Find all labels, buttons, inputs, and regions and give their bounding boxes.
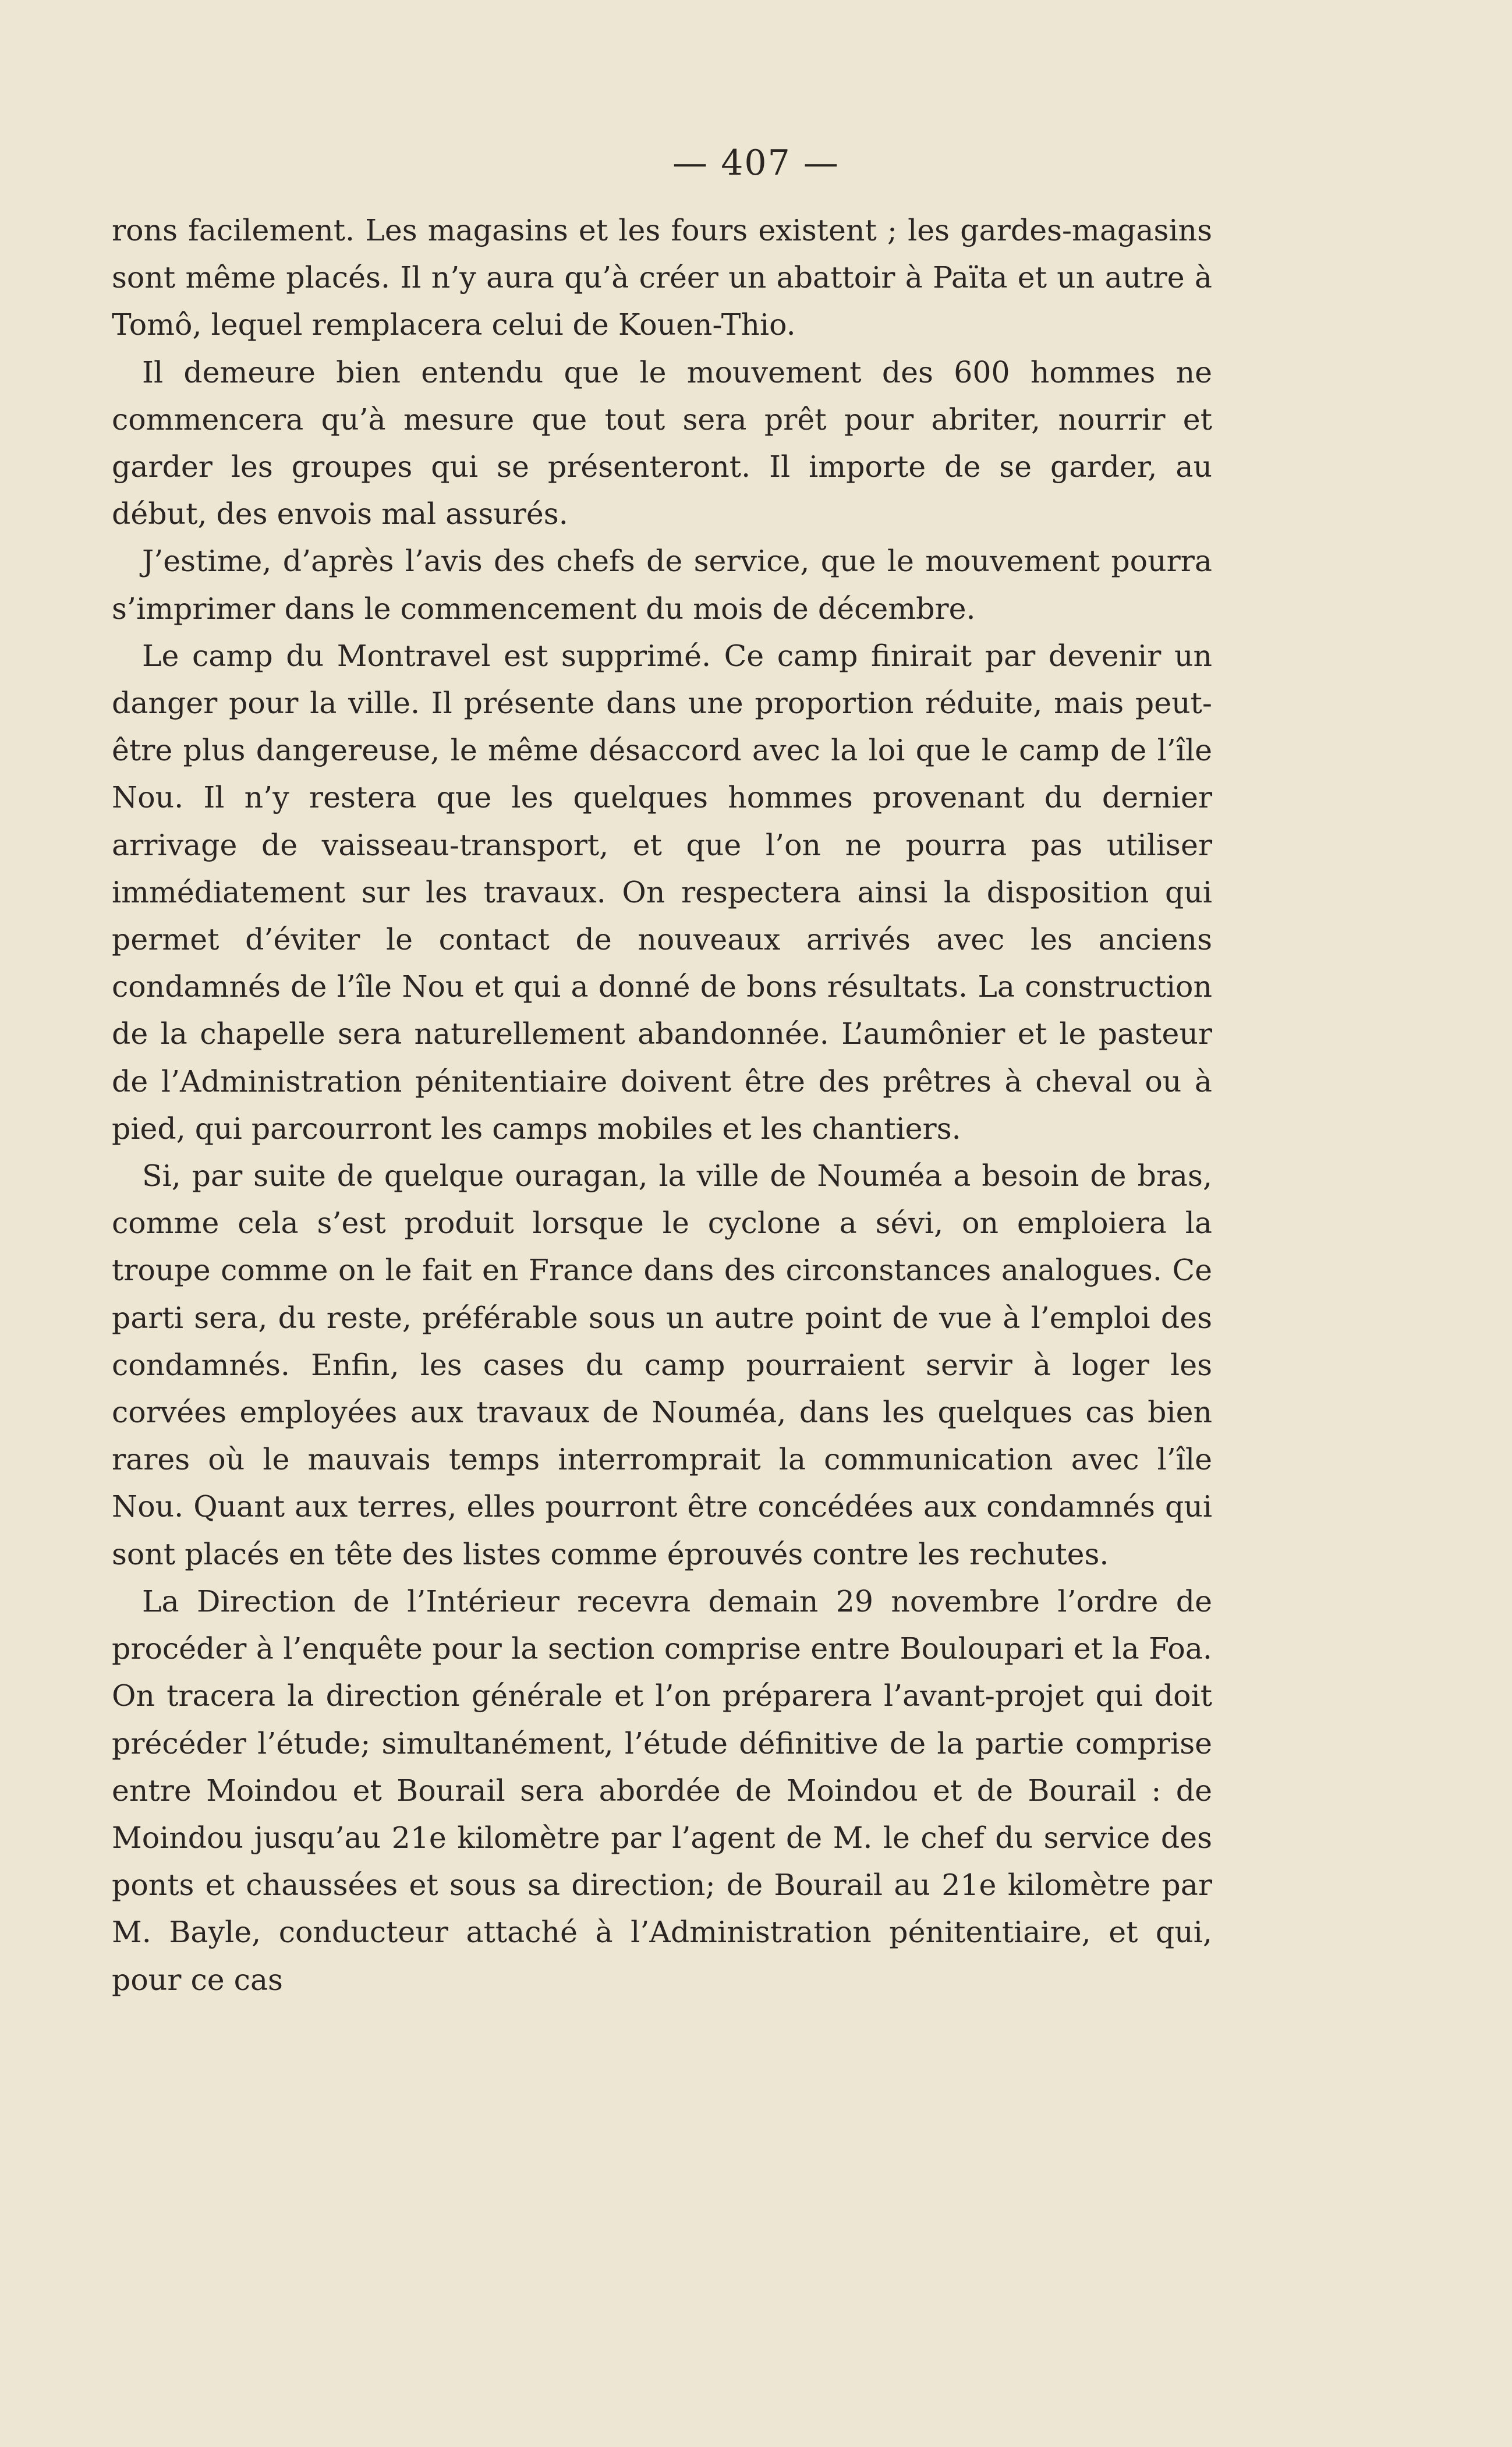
- paragraph-5: Si, par suite de quelque ouragan, la ville de Nouméa a besoin de bras, comme cela s’est produit lorsque le cyclone a sévi, on emploiera la troupe comme on le fait en France dans des circonstances analogues. Ce parti sera, du reste, préférable sous un autre point de vue à l’emploi des condamnés. Enfin, les cases du camp pourraient servir à loger les corvées employées aux travaux de Nouméa, dans les quelques cas bien rares où le mauvais temps interromprait la communication avec l’île Nou. Quant aux terres, elles pourront être concédées aux condamnés qui sont placés en tête des listes comme éprouvés contre les rechutes.: [112, 1159, 1212, 1571]
- paragraph-4: Le camp du Montravel est supprimé. Ce camp finirait par devenir un danger pour la ville. Il présente dans une proportion réduite, mais peut-être plus dangereuse, le même désaccord avec la loi que le camp de l’île Nou. Il n’y restera que les quelques hommes provenant du dernier arrivage de vaisseau-transport, et que l’on ne pourra pas utiliser immédiatement sur les travaux. On respectera ainsi la disposition qui permet d’éviter le contact de nouveaux arrivés avec les anciens condamnés de l’île Nou et qui a donné de bons résultats. La construction de la chapelle sera naturellement abandonnée. L’aumônier et le pasteur de l’Administration pénitentiaire doivent être des prêtres à cheval ou à pied, qui parcourront les camps mobiles et les chantiers.: [112, 638, 1212, 1146]
- paragraph-2: Il demeure bien entendu que le mouvement des 600 hommes ne commencera qu’à mesure que tout sera prêt pour abriter, nourrir et garder les groupes qui se présenteront. Il importe de se garder, au début, des envois mal assurés.: [112, 355, 1212, 532]
- paragraph-6: La Direction de l’Intérieur recevra demain 29 novembre l’ordre de procéder à l’enquête pour la section comprise entre Bouloupari et la Foa. On tracera la direction générale et l’on préparera l’avant-projet qui doit précéder l’étude; simultanément, l’étude définitive de la partie comprise entre Moindou et Bourail sera abordée de Moindou et de Bourail : de Moindou jusqu’au 21e kilomètre par l’agent de M. le chef du service des ponts et chaussées et sous sa direction; de Bourail au 21e kilomètre par M. Bayle, conducteur attaché à l’Administration pénitentiaire, et qui, pour ce cas: [112, 1584, 1212, 1997]
- paragraph-1: rons facilement. Les magasins et les fours existent ; les gardes-magasins sont même placés. Il n’y aura qu’à créer un abattoir à Païta et un autre à Tomô, lequel remplacera celui de Kouen-Thio.: [112, 213, 1212, 342]
- body-text: [112, 207, 1212, 2003]
- page-number: — 407 —: [672, 143, 840, 183]
- paragraph-3: J’estime, d’après l’avis des chefs de service, que le mouvement pourra s’imprimer dans le commencement du mois de décembre.: [112, 544, 1212, 626]
